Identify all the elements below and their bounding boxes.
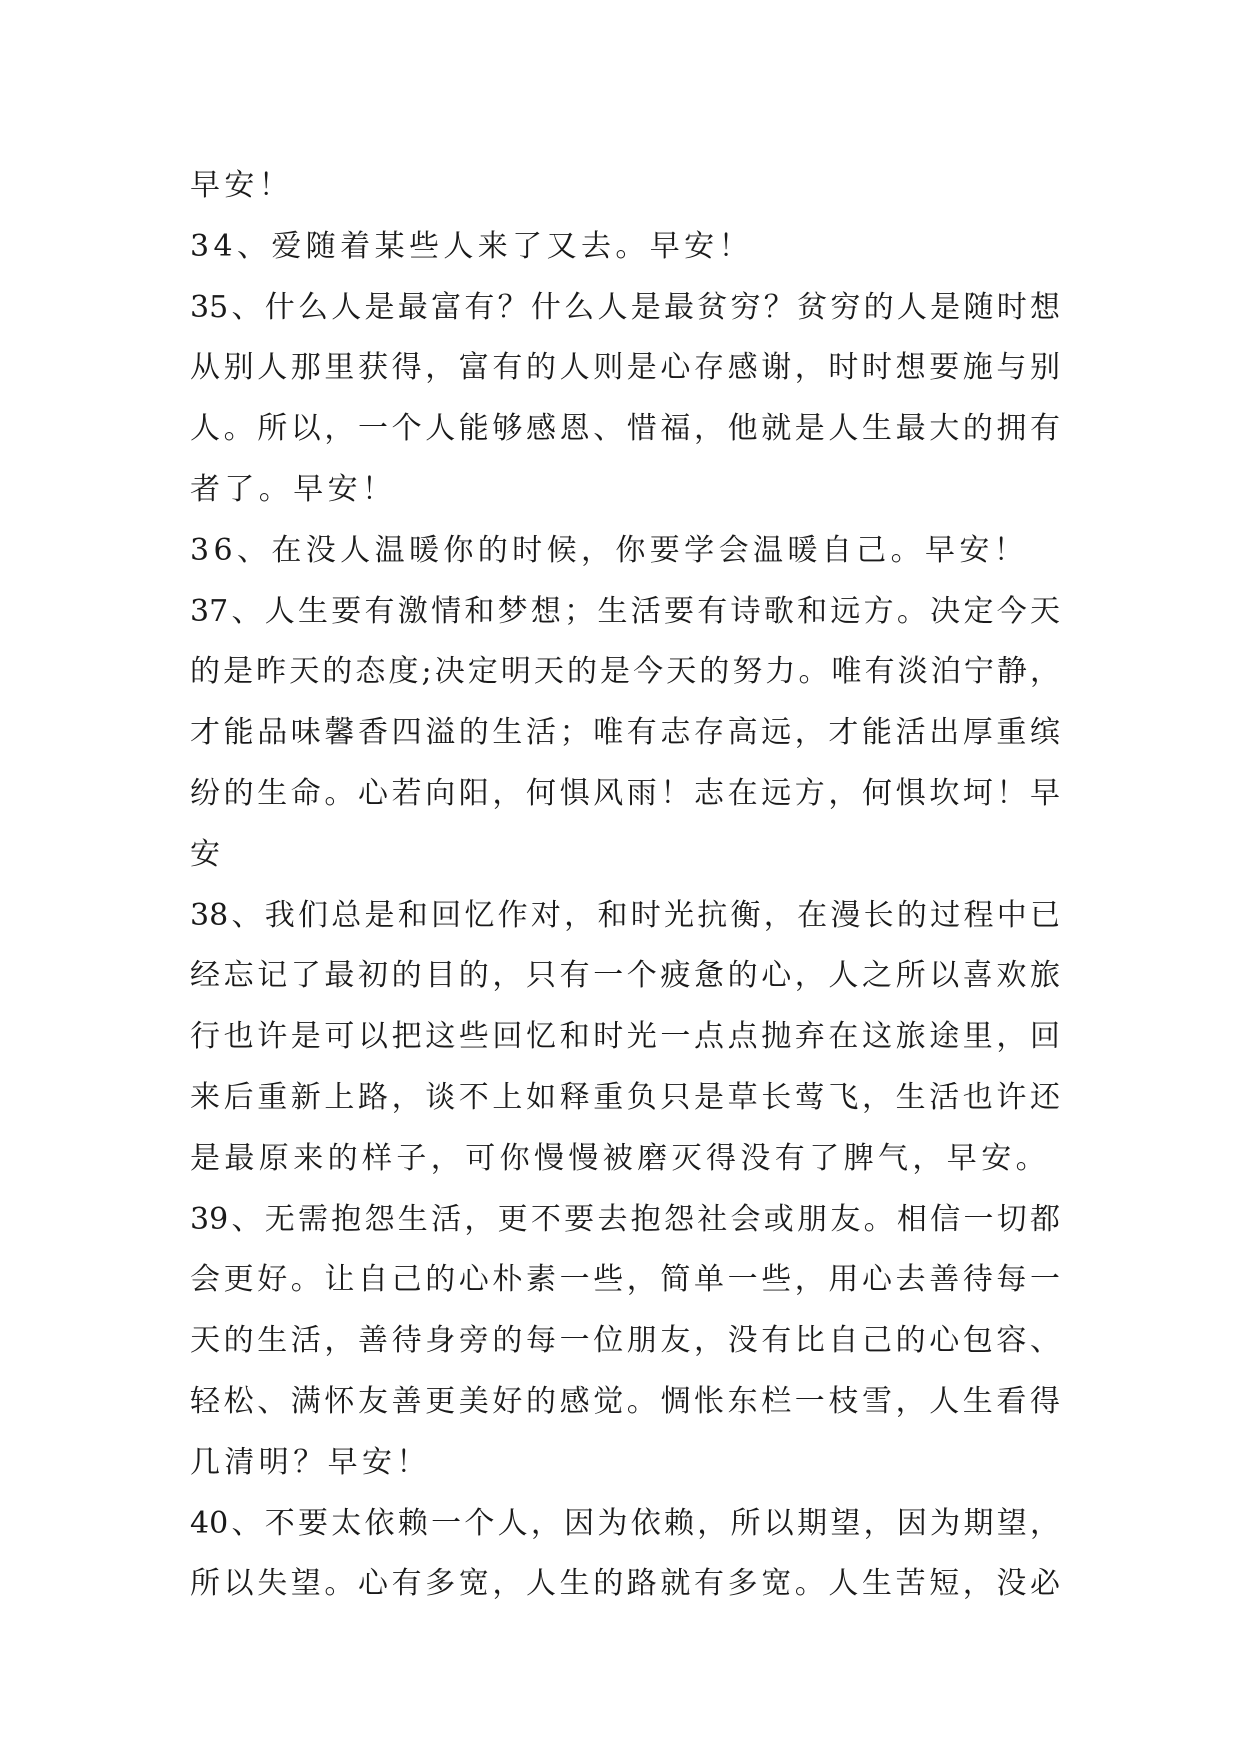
- text-line: 才能品味馨香四溢的生活；唯有志存高远，才能活出厚重缤: [190, 715, 1060, 751]
- text-line: 会更好。让自己的心朴素一些，简单一些，用心去善待每一: [190, 1262, 1060, 1298]
- text-line: 34、爱随着某些人来了又去。早安！: [190, 228, 753, 264]
- text-line: 是最原来的样子，可你慢慢被磨灭得没有了脾气，早安。: [190, 1140, 1050, 1176]
- text-line: 行也许是可以把这些回忆和时光一点点抛弃在这旅途里，回: [190, 1019, 1060, 1055]
- text-line: 35、什么人是最富有？什么人是最贫穷？贫穷的人是随时想: [190, 289, 1060, 325]
- text-line: 39、无需抱怨生活，更不要去抱怨社会或朋友。相信一切都: [190, 1201, 1060, 1237]
- text-line: 天的生活，善待身旁的每一位朋友，没有比自己的心包容、: [190, 1323, 1060, 1359]
- text-line: 轻松、满怀友善更美好的感觉。惆怅东栏一枝雪，人生看得: [190, 1383, 1060, 1419]
- text-line: 从别人那里获得，富有的人则是心存感谢，时时想要施与别: [190, 350, 1060, 386]
- text-line: 38、我们总是和回忆作对，和时光抗衡，在漫长的过程中已: [190, 897, 1060, 933]
- text-line: 的是昨天的态度;决定明天的是今天的努力。唯有淡泊宁静，: [190, 654, 1060, 690]
- text-line: 来后重新上路，谈不上如释重负只是草长莺飞，生活也许还: [190, 1079, 1060, 1115]
- text-line: 者了。早安！: [190, 471, 397, 507]
- text-line: 几清明？早安！: [190, 1444, 431, 1480]
- text-line: 人。所以，一个人能够感恩、惜福，他就是人生最大的拥有: [190, 411, 1060, 447]
- text-line: 40、不要太依赖一个人，因为依赖，所以期望，因为期望，: [190, 1505, 1060, 1541]
- text-line: 早安！: [190, 168, 294, 203]
- text-line: 经忘记了最初的目的，只有一个疲惫的心，人之所以喜欢旅: [190, 958, 1060, 994]
- text-line: 37、人生要有激情和梦想；生活要有诗歌和远方。决定今天: [190, 593, 1060, 629]
- body-text: [190, 156, 1060, 1615]
- text-line: 所以失望。心有多宽，人生的路就有多宽。人生苦短，没必: [190, 1566, 1060, 1602]
- text-line: 36、在没人温暖你的时候，你要学会温暖自己。早安！: [190, 532, 1029, 568]
- text-line: 安: [190, 836, 225, 872]
- text-line: 纷的生命。心若向阳，何惧风雨！志在远方，何惧坎坷！早: [190, 775, 1060, 811]
